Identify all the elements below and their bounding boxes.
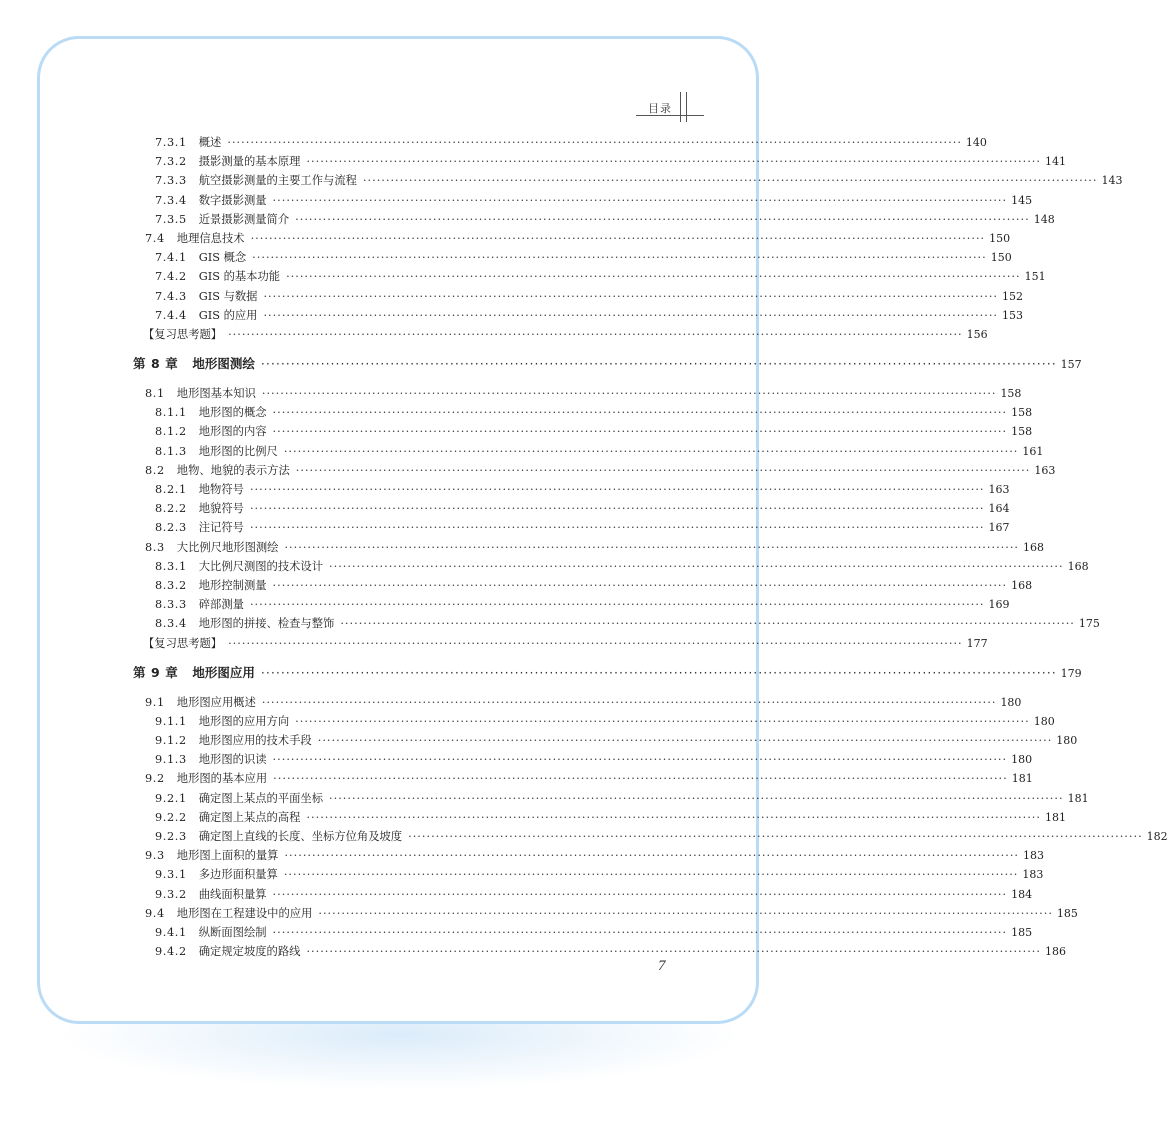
toc-entry-title: 地物、地貌的表示方法 xyxy=(176,463,290,477)
toc-entry-number: 7.4.3 xyxy=(155,289,187,303)
toc-entry-page: 163 xyxy=(1034,463,1056,477)
toc-entry-number: 7.3.2 xyxy=(155,155,187,169)
toc-entry-sub[interactable] xyxy=(133,731,1078,750)
dot-leader: ································································································································································ xyxy=(272,753,1008,767)
dot-leader: ································································································································································ xyxy=(284,849,1020,863)
toc-entry-review[interactable] xyxy=(133,634,988,653)
toc-entry-title: 地形图上面积的量算 xyxy=(176,849,279,863)
toc-entry-title: 曲线面积量算 xyxy=(198,887,267,901)
dot-leader: ································································································································································ xyxy=(408,830,1143,843)
toc-entry-page: 164 xyxy=(988,502,1010,516)
toc-entry-number: 7.4 xyxy=(145,231,165,245)
toc-entry-page: 180 xyxy=(1056,734,1078,748)
toc-entry-page: 143 xyxy=(1101,174,1123,188)
toc-entry-page: 148 xyxy=(1033,212,1055,226)
dot-leader: ································································································································································ xyxy=(228,636,963,650)
toc-entry-sub[interactable] xyxy=(133,191,1033,210)
toc-entry-section[interactable] xyxy=(133,461,1056,480)
toc-entry-page: 180 xyxy=(1033,714,1055,728)
toc-entry-page: 158 xyxy=(1011,406,1033,420)
toc-entry-title: 地物符号 xyxy=(198,483,244,496)
toc-entry-sub[interactable] xyxy=(133,442,1044,461)
dot-leader: ································································································································································ xyxy=(286,270,1021,284)
toc-entry-page: 183 xyxy=(1022,868,1044,882)
dot-leader: ································································································································································ xyxy=(329,559,1064,573)
dot-leader: ································································································································································ xyxy=(260,356,1057,372)
toc-entry-sub[interactable] xyxy=(133,518,1010,537)
toc-entry-page: 156 xyxy=(966,327,988,341)
toc-entry-title: GIS 与数据 xyxy=(198,289,258,303)
toc-entry-page: 181 xyxy=(1011,772,1033,786)
dot-leader: ································································································································································ xyxy=(272,578,1008,592)
toc-entry-page: 184 xyxy=(1011,887,1033,901)
toc-entry-title: 确定图上直线的长度、坐标方位角及坡度 xyxy=(198,830,403,843)
toc-entry-page: 180 xyxy=(1011,753,1033,767)
toc-entry-sub[interactable] xyxy=(133,306,1024,325)
toc-entry-page: 141 xyxy=(1045,155,1066,169)
toc-entry-section[interactable] xyxy=(133,904,1078,923)
dot-leader: ································································································································································ xyxy=(228,327,963,341)
toc-entry-section[interactable] xyxy=(133,384,1022,403)
dot-leader: ································································································································································ xyxy=(306,155,1041,169)
toc-entry-title: 【复习思考题】 xyxy=(143,327,223,341)
header-bar xyxy=(686,92,687,122)
toc-entry-number: 9.2.3 xyxy=(155,830,187,843)
toc-entry-sub[interactable] xyxy=(133,557,1089,576)
toc-entry-title: 地形图在工程建设中的应用 xyxy=(176,906,313,920)
toc-entry-title: 【复习思考题】 xyxy=(143,636,223,650)
dot-leader: ································································································································································ xyxy=(249,521,985,535)
toc-entry-sub[interactable] xyxy=(133,885,1033,904)
toc-entry-page: 140 xyxy=(965,136,987,149)
dot-leader: ································································································································································ xyxy=(272,425,1008,439)
toc-entry-sub[interactable] xyxy=(133,210,1055,229)
toc-entry-number: 8.3.3 xyxy=(155,598,187,612)
toc-entry-number: 9.1 xyxy=(145,695,165,709)
toc-entry-page: 180 xyxy=(1000,695,1022,709)
dot-leader: ································································································································································ xyxy=(261,695,997,709)
dot-leader: ································································································································································ xyxy=(318,906,1053,920)
toc-entry-sub[interactable] xyxy=(133,287,1024,306)
toc-entry-sub[interactable] xyxy=(133,942,1066,961)
dot-leader: ································································································································································ xyxy=(250,231,986,245)
toc-entry-number: 8.2.3 xyxy=(155,521,187,535)
toc-entry-page: 169 xyxy=(988,598,1010,612)
toc-entry-title: GIS 的应用 xyxy=(198,308,258,322)
toc-entry-page: 167 xyxy=(988,521,1010,535)
toc-entry-title: 地形图的应用方向 xyxy=(198,714,290,728)
toc-entry-title: 确定图上某点的平面坐标 xyxy=(198,791,324,805)
toc-entry-sub[interactable] xyxy=(133,808,1066,827)
toc-entry-page: 157 xyxy=(1060,358,1082,372)
dot-leader: ································································································································································ xyxy=(306,810,1041,824)
toc-entry-number: 8.1.3 xyxy=(155,444,187,458)
toc-entry-page: 181 xyxy=(1045,810,1066,824)
toc-entry-number: 9.2.2 xyxy=(155,810,187,824)
header-rule xyxy=(636,115,704,116)
toc-entry-number: 8.2 xyxy=(145,463,165,477)
toc-entry-title: 地形图应用 xyxy=(192,664,255,680)
toc-entry-sub[interactable] xyxy=(133,614,1100,633)
dot-leader: ································································································································································ xyxy=(317,734,1053,748)
dot-leader: ································································································································································ xyxy=(272,406,1008,420)
dot-leader: ································································································································································ xyxy=(272,925,1008,939)
toc-entry-page: 153 xyxy=(1002,308,1024,322)
toc-entry-sub[interactable] xyxy=(133,267,1046,286)
toc-entry-title: 大比例尺测图的技术设计 xyxy=(198,559,324,573)
toc-entry-page: 177 xyxy=(966,636,988,650)
dot-leader: ································································································································································ xyxy=(284,540,1020,554)
toc-entry-page: 158 xyxy=(1011,425,1033,439)
toc-entry-page: 183 xyxy=(1023,849,1045,863)
toc-entry-page: 186 xyxy=(1045,945,1066,959)
toc-entry-title: 多边形面积量算 xyxy=(198,868,278,882)
toc-entry-title: 地形图的概念 xyxy=(198,406,267,420)
toc-entry-title: 近景摄影测量简介 xyxy=(198,212,290,226)
toc-entry-number: 8.2.2 xyxy=(155,502,187,516)
toc-entry-sub[interactable] xyxy=(133,595,1010,614)
toc-entry-title: 概述 xyxy=(198,136,222,149)
toc-entry-title: 确定规定坡度的路线 xyxy=(198,945,301,959)
toc-entry-title: 注记符号 xyxy=(198,521,244,535)
toc-entry-page: 168 xyxy=(1023,540,1045,554)
dot-leader: ································································································································································ xyxy=(295,212,1030,226)
toc-entry-title: 地形图应用概述 xyxy=(176,695,256,709)
toc-entry-section[interactable] xyxy=(133,769,1033,788)
toc-entry-number: 第 9 章 xyxy=(133,664,179,680)
toc-entry-number: 9.4.1 xyxy=(155,925,187,939)
toc-entry-sub[interactable] xyxy=(133,789,1089,808)
dot-leader: ································································································································································ xyxy=(263,289,999,303)
toc-entry-review[interactable] xyxy=(133,325,988,344)
toc-entry-sub[interactable] xyxy=(133,865,1044,884)
toc-entry-page: 158 xyxy=(1000,387,1022,401)
toc-entry-sub[interactable] xyxy=(133,923,1033,942)
toc-entry-sub[interactable] xyxy=(133,480,1010,499)
dot-leader: ································································································································································ xyxy=(249,483,985,496)
toc-entry-page: 168 xyxy=(1067,559,1089,573)
toc-entry-title: 航空摄影测量的主要工作与流程 xyxy=(198,174,357,188)
toc-entry-page: 161 xyxy=(1022,444,1044,458)
toc-entry-title: 地貌符号 xyxy=(198,502,244,516)
toc-entry-title: 地形图的内容 xyxy=(198,425,267,439)
toc-entry-number: 8.3.2 xyxy=(155,578,187,592)
toc-entry-title: 确定图上某点的高程 xyxy=(198,810,301,824)
toc-entry-title: 地形图应用的技术手段 xyxy=(198,734,312,748)
toc-entry-number: 8.3.1 xyxy=(155,559,187,573)
dot-leader: ································································································································································ xyxy=(283,868,1019,882)
dot-leader: ································································································································································ xyxy=(260,664,1057,680)
header-bar xyxy=(680,92,681,122)
toc-entry-page: 152 xyxy=(1002,289,1024,303)
table-of-contents xyxy=(133,133,1168,961)
toc-entry-number: 7.3.5 xyxy=(155,212,187,226)
toc-entry-number: 8.1 xyxy=(145,387,165,401)
toc-entry-number: 第 8 章 xyxy=(133,356,179,372)
toc-entry-sub[interactable] xyxy=(133,152,1066,171)
toc-entry-chapter[interactable] xyxy=(133,660,1082,686)
dot-leader: ································································································································································ xyxy=(272,193,1008,207)
toc-entry-number: 7.3.3 xyxy=(155,174,187,188)
toc-entry-section[interactable] xyxy=(133,693,1022,712)
toc-entry-sub[interactable] xyxy=(133,403,1033,422)
dot-leader: ································································································································································ xyxy=(295,714,1030,728)
dot-leader: ································································································································································ xyxy=(362,174,1098,188)
dot-leader: ································································································································································ xyxy=(227,136,962,149)
toc-entry-sub[interactable] xyxy=(133,248,1012,267)
dot-leader: ································································································································································ xyxy=(340,617,1075,631)
toc-entry-page: 185 xyxy=(1056,906,1078,920)
toc-entry-number: 9.1.2 xyxy=(155,734,187,748)
toc-entry-title: 地形图的基本应用 xyxy=(176,772,268,786)
toc-entry-title: 地形图基本知识 xyxy=(176,387,256,401)
toc-entry-number: 8.2.1 xyxy=(155,483,187,496)
toc-entry-page: 175 xyxy=(1078,617,1100,631)
toc-entry-sub[interactable] xyxy=(133,422,1033,441)
toc-entry-title: 地形控制测量 xyxy=(198,578,267,592)
toc-entry-title: 地理信息技术 xyxy=(176,231,245,245)
toc-entry-sub[interactable] xyxy=(133,133,987,152)
toc-entry-sub[interactable] xyxy=(133,171,1123,190)
toc-entry-page: 151 xyxy=(1024,270,1046,284)
toc-entry-number: 9.3.2 xyxy=(155,887,187,901)
toc-entry-title: 地形图测绘 xyxy=(192,356,255,372)
dot-leader: ································································································································································ xyxy=(263,308,999,322)
toc-entry-page: 145 xyxy=(1011,193,1033,207)
dot-leader: ································································································································································ xyxy=(261,387,997,401)
toc-entry-page: 179 xyxy=(1060,666,1082,680)
toc-entry-sub[interactable] xyxy=(133,499,1010,518)
toc-entry-number: 8.1.1 xyxy=(155,406,187,420)
toc-entry-number: 8.3.4 xyxy=(155,617,187,631)
toc-entry-chapter[interactable] xyxy=(133,351,1082,377)
dot-leader: ································································································································································ xyxy=(273,772,1008,786)
toc-entry-page: 168 xyxy=(1011,578,1033,592)
toc-entry-number: 9.3 xyxy=(145,849,165,863)
dot-leader: ································································································································································ xyxy=(295,463,1031,477)
toc-entry-title: 数字摄影测量 xyxy=(198,193,267,207)
toc-entry-sub[interactable] xyxy=(133,712,1055,731)
toc-entry-page: 163 xyxy=(988,483,1010,496)
toc-entry-number: 9.4 xyxy=(145,906,165,920)
toc-entry-sub[interactable] xyxy=(133,827,1168,846)
toc-entry-number: 9.2.1 xyxy=(155,791,187,805)
toc-entry-number: 9.2 xyxy=(145,772,165,786)
dot-leader: ································································································································································ xyxy=(249,502,985,516)
dot-leader: ································································································································································ xyxy=(272,887,1008,901)
toc-entry-title: 大比例尺地形图测绘 xyxy=(176,540,279,554)
toc-entry-number: 7.3.4 xyxy=(155,193,187,207)
dot-leader: ································································································································································ xyxy=(283,444,1019,458)
toc-entry-page: 150 xyxy=(990,251,1012,265)
toc-entry-page: 182 xyxy=(1146,830,1168,843)
dot-leader: ································································································································································ xyxy=(306,945,1041,959)
toc-entry-number: 9.3.1 xyxy=(155,868,187,882)
dot-leader: ································································································································································ xyxy=(329,791,1064,805)
dot-leader: ································································································································································ xyxy=(249,598,985,612)
toc-entry-number: 8.1.2 xyxy=(155,425,187,439)
toc-entry-sub[interactable] xyxy=(133,750,1033,769)
toc-entry-sub[interactable] xyxy=(133,576,1033,595)
toc-entry-title: 碎部测量 xyxy=(198,598,244,612)
toc-entry-page: 150 xyxy=(989,231,1011,245)
toc-entry-title: 地形图的识读 xyxy=(198,753,267,767)
toc-entry-title: GIS 的基本功能 xyxy=(198,270,281,284)
toc-entry-title: GIS 概念 xyxy=(198,251,247,265)
toc-entry-page: 181 xyxy=(1067,791,1089,805)
toc-entry-number: 8.3 xyxy=(145,540,165,554)
dot-leader: ································································································································································ xyxy=(252,251,987,265)
toc-entry-title: 纵断面图绘制 xyxy=(198,925,267,939)
page-number: 7 xyxy=(658,958,666,974)
toc-entry-title: 摄影测量的基本原理 xyxy=(198,155,301,169)
toc-entry-section[interactable] xyxy=(133,538,1045,557)
toc-entry-number: 7.4.4 xyxy=(155,308,187,322)
toc-entry-number: 9.4.2 xyxy=(155,945,187,959)
toc-entry-title: 地形图的比例尺 xyxy=(198,444,278,458)
running-header: 目录 xyxy=(648,102,672,115)
toc-entry-title: 地形图的拼接、检查与整饰 xyxy=(198,617,335,631)
toc-entry-number: 9.1.3 xyxy=(155,753,187,767)
toc-entry-number: 9.1.1 xyxy=(155,714,187,728)
toc-entry-number: 7.3.1 xyxy=(155,136,187,149)
toc-entry-number: 7.4.1 xyxy=(155,251,187,265)
toc-entry-number: 7.4.2 xyxy=(155,270,187,284)
toc-entry-section[interactable] xyxy=(133,846,1045,865)
toc-entry-page: 185 xyxy=(1011,925,1033,939)
toc-entry-section[interactable] xyxy=(133,229,1011,248)
